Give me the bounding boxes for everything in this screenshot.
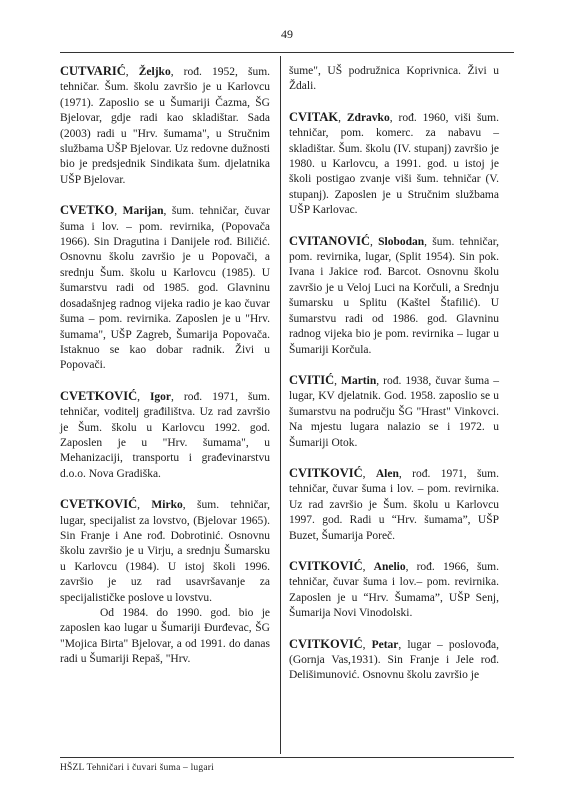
entry-surname: CVITIĆ xyxy=(289,372,335,387)
entry-given-name: Mirko xyxy=(151,499,183,512)
entry-surname: CVETKOVIĆ xyxy=(60,497,138,512)
entry-surname: CVETKOVIĆ xyxy=(60,388,138,403)
entry-continuation xyxy=(289,64,499,95)
entry-text: , rođ. 1960, viši šum. tehničar, pom. komerc. za nabavu – skladištar. Šum. školu (IV. stupanj) završio je 1980. u Karlovcu, a 1991. god. u istoj je školi postigao zvanje viši šum. tehničar (V. stupanj). Zaposlen je u Stručnim službama UŠP Karlovac. xyxy=(289,111,499,217)
page-number: 49 xyxy=(281,27,293,41)
entry-text: , šum. tehničar, pom. revirnika, lugar, (Split 1954). Sin pok. Ivana i Jakice rođ. Barcot. Osnovnu školu završio je u Veloj Luci na Korčuli, a Srednju šumarsku u Splitu (Kaštel Štafilić). U šumarstvu radi od 1986. god. Glavninu radnog vijeka bio je pom. revirnika – lugar u Šumariji Korčula. xyxy=(289,235,499,356)
entry-cvitkovic-anelio: CVITKOVIĆ, Anelio, rođ. 1966, šum. tehničar, čuvar šuma i lov.– pom. revirnika. Zaposlen je u “Hrv. Šumama”, UŠP Senj, Šumarija Novi Vinodolski. xyxy=(289,558,500,620)
entry-surname: CVETKO xyxy=(60,203,115,218)
entry-cvetko-marijan: CVETKO, Marijan, šum. tehničar, čuvar šuma i lov. – pom. revirnika, (Popovača 1966). Sin Dragutina i Danijele rođ. Biličić. Osnovnu školu završio je u Popovači, a srednju Šum. školu u Karlovcu (1985). U šumarstvu radi od 1985. god. Glavninu dosadašnjeg radnog vijeka radio je kao čuvar šuma – pom. revirnika. Zaposlen je u "Hrv. šumama", UŠP Zagreb, Šumarija Popovača. Istaknuo se kao dobar radnik. Živi u Popovači. xyxy=(60,203,271,372)
entry-surname: CVITKOVIĆ xyxy=(289,465,363,480)
entry-given-name: Igor xyxy=(149,390,172,403)
entry-surname: CVITAK xyxy=(289,109,339,124)
entry-cvitanovic-slobodan: CVITANOVIĆ, Slobodan, šum. tehničar, pom. revirnika, lugar, (Split 1954). Sin pok. Ivana i Jakice rođ. Barcot. Osnovnu školu završio je u Veloj Luci na Korčuli, a Srednju šumarsku u Splitu (Kaštel Štafilić). U šumarstvu radi od 1986. god. Glavninu radnog vijeka bio je pom. revirnika – lugar u Šumariji Korčula. xyxy=(289,233,499,356)
entry-text-paragraph: Od 1984. do 1990. god. bio je zaposlen kao lugar u Šumariji Đurđevac, ŠG "Mojica Birta" Bjelovar, a od 1991. do danas radi u Šumariji Repaš, "Hrv. xyxy=(60,607,270,666)
entry-cvitic-martin: CVITIĆ, Martin, rođ. 1938, čuvar šuma – lugar, KV djelatnik. God. 1958. zaposlio se u šumarstvu na području ŠG "Hrast" Vinkovci. Na mjestu lugara nalazio se i 1972. u Šumariji Otok. xyxy=(289,372,499,449)
entry-surname: CVITANOVIĆ xyxy=(289,233,371,248)
entry-given-name: Alen xyxy=(375,467,399,480)
entry-text: , rođ. 1952, šum. tehničar. Šum. školu završio je u Karlovcu (1971). Zaposlio se u Šumariji Čazma, ŠG Bjelovar, gdje radi kao skladištar. Sada (2003) radi u "Hrv. šumama", u Stručnim službama UŠP Bjelovar. Uz redovne dužnosti bio je predsjednik Sindikata šum. djelatnika UŠP Bjelovar. xyxy=(60,66,271,186)
entry-text: , rođ. 1971, šum. tehničar, čuvar šuma i lov. – pom. revirnika. Uz rad završio je Šum. školu u Karlovcu 1997. god. Radi u “Hrv. šumama”, UŠP Buzet, Šumarija Poreč. xyxy=(289,467,499,542)
column-divider xyxy=(280,56,281,754)
entry-text: šume", UŠ podružnica Koprivnica. Živi u Ždali. xyxy=(289,65,499,93)
entry-given-name: Marijan xyxy=(122,205,164,218)
entry-given-name: Željko xyxy=(138,66,171,78)
header-rule xyxy=(60,52,514,53)
entry-surname: CUTVARIĆ xyxy=(60,64,126,78)
entry-text: , lugar – poslovođa, (Gornja Vas,1931). Sin Franje i Jele rođ. Delišimunović. Osnovnu školu završio je xyxy=(289,638,500,682)
entry-given-name: Anelio xyxy=(373,560,406,573)
entry-given-name: Zdravko xyxy=(346,111,390,124)
entry-cvetkovic-mirko: CVETKOVIĆ, Mirko, šum. tehničar, lugar, specijalist za lovstvo, (Bjelovar 1965). Sin Franje i Ane rođ. Dobrotinić. Osnovnu školu završio je u Virju, a srednju Šumarsku u Karlovcu (1984). U istoj školi 1996. završio je uz rad usavršavanje za specijalističke poslove u lovstvu. Od 1984. do 1990. god. bio je zaposlen kao lugar u Šumariji Đurđevac, ŠG "Mojica Birta" Bjelovar, a od 1991. do danas radi u Šumariji Repaš, "Hrv. xyxy=(60,497,270,667)
entry-text: , rođ. 1938, čuvar šuma – lugar, KV djelatnik. God. 1958. zaposlio se u šumarstvu na području ŠG "Hrast" Vinkovci. Na mjestu lugara nalazio se i 1972. u Šumariji Otok. xyxy=(289,374,499,449)
entry-cvitak-zdravko: CVITAK, Zdravko, rođ. 1960, viši šum. tehničar, pom. komerc. za nabavu – skladištar. Šum. školu (IV. stupanj) završio je 1980. u Karlovcu, a 1991. god. u istoj je školi postigao zvanje viši šum. tehničar (V. stupanj). Zaposlen je u Stručnim službama UŠP Karlovac. xyxy=(289,109,499,217)
entry-cvitkovic-alen: CVITKOVIĆ, Alen, rođ. 1971, šum. tehničar, čuvar šuma i lov. – pom. revirnika. Uz rad završio je Šum. školu u Karlovcu 1997. god. Radi u “Hrv. šumama”, UŠP Buzet, Šumarija Poreč. xyxy=(289,465,499,542)
entry-given-name: Slobodan xyxy=(378,235,425,248)
entry-given-name: Martin xyxy=(341,374,377,387)
entry-cutvaric-zeljko: CUTVARIĆ, Željko, rođ. 1952, šum. tehničar. Šum. školu završio je u Karlovcu (1971). Zaposlio se u Šumariji Čazma, ŠG Bjelovar, gdje radi kao skladištar. Sada (2003) radi u "Hrv. šumama", u Stručnim službama UŠP Bjelovar. Uz redovne dužnosti bio je predsjednik Sindikata šum. djelatnika UŠP Bjelovar. xyxy=(60,64,271,186)
entry-cvitkovic-petar: CVITKOVIĆ, Petar, lugar – poslovođa, (Gornja Vas,1931). Sin Franje i Jele rođ. Delišimunović. Osnovnu školu završio je xyxy=(289,636,500,682)
entry-surname: CVITKOVIĆ xyxy=(289,558,363,573)
right-column xyxy=(289,64,499,699)
running-footer: HŠZL Tehničari i čuvari šuma – lugari xyxy=(60,763,214,773)
entry-text: , šum. tehničar, čuvar šuma i lov. – pom. revirnika, (Popovača 1966). Sin Dragutina i Danijele rođ. Biličić. Osnovnu školu završio je u Popovači, a srednju Šum. školu u Karlovcu (1985). U šumarstvu radi od 1985. god. Glavninu dosadašnjeg radnog vijeka radio je kao čuvar šuma – pom. revirnika. Zaposlen je u "Hrv. šumama", UŠP Zagreb, Šumarija Popovača. Istaknuo se kao dobar radnik. Živi u Popovači. xyxy=(60,205,271,372)
entry-surname: CVITKOVIĆ xyxy=(289,636,363,651)
entry-text: , šum. tehničar, lugar, specijalist za lovstvo, (Bjelovar 1965). Sin Franje i Ane rođ. Dobrotinić. Osnovnu školu završio je u Virju, a srednju Šumarsku u Karlovcu (1984). U istoj školi 1996. završio je uz rad usavršavanje za specijalističke poslove u lovstvu. xyxy=(60,499,270,604)
entry-text: , rođ. 1966, šum. tehničar, čuvar šuma i lov.– pom. revirnika. Zaposlen je u “Hrv. Šumama”, UŠP Senj, Šumarija Novi Vinodolski. xyxy=(289,560,500,620)
entry-text: , rođ. 1971, šum. tehničar, voditelj građilištva. Uz rad završio je Šum. školu u Karlovcu 1992. god. Zaposlen je u "Hrv. šumama", u Mehanizaciji, transportu i građevinarstvu d.o.o. Nova Gradiška. xyxy=(60,390,270,480)
left-column xyxy=(60,64,270,683)
entry-cvetkovic-igor: CVETKOVIĆ, Igor, rođ. 1971, šum. tehničar, voditelj građilištva. Uz rad završio je Šum. školu u Karlovcu 1992. god. Zaposlen je u "Hrv. šumama", u Mehanizaciji, transportu i građevinarstvu d.o.o. Nova Gradiška. xyxy=(60,388,270,480)
footer-rule xyxy=(60,757,514,758)
entry-given-name: Petar xyxy=(371,638,399,651)
